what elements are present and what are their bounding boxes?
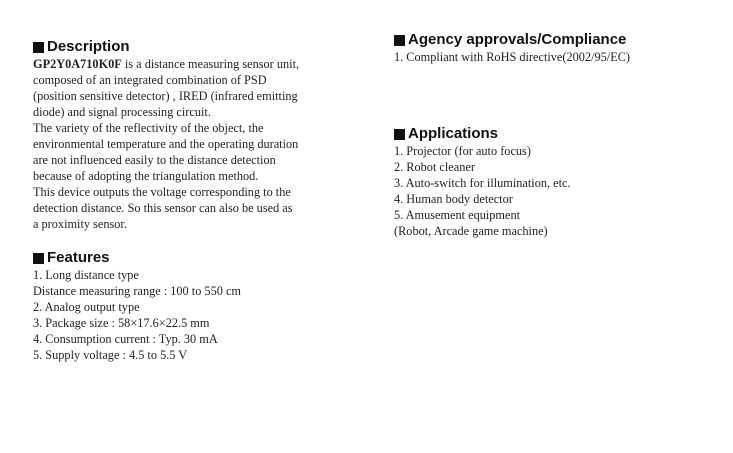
list-item: 5. Amusement equipment (394, 208, 521, 222)
description-body (33, 56, 333, 232)
list-item: 1. Compliant with RoHS directive(2002/95/EC) (394, 50, 631, 64)
list-item: 4. Human body detector (394, 192, 513, 206)
applications-heading (394, 125, 571, 143)
applications-heading-text: Applications (408, 125, 499, 142)
list-item: 2. Robot cleaner (394, 160, 475, 174)
list-item: 2. Analog output type (33, 300, 140, 314)
description-line: diode) and signal processing circuit. (33, 105, 211, 119)
description-line: The variety of the reflectivity of the object, the (33, 121, 264, 135)
description-line: environmental temperature and the operating duration (33, 137, 299, 151)
list-item: 1. Projector (for auto focus) (394, 144, 531, 158)
description-section (33, 38, 333, 232)
description-heading (33, 38, 333, 56)
part-number: GP2Y0A710K0F (33, 57, 122, 71)
description-line: are not influenced easily to the distance detection (33, 153, 276, 167)
agency-heading (394, 31, 630, 49)
list-item: 1. Long distance type (33, 268, 139, 282)
list-item: 3. Package size : 58×17.6×22.5 mm (33, 316, 210, 330)
description-line: a proximity sensor. (33, 217, 127, 231)
description-line: composed of an integrated combination of PSD (33, 73, 267, 87)
agency-list (394, 49, 630, 65)
list-item: 5. Supply voltage : 4.5 to 5.5 V (33, 348, 188, 362)
agency-heading-text: Agency approvals/Compliance (408, 31, 627, 48)
description-line: detection distance. So this sensor can also be used as (33, 201, 293, 215)
applications-list (394, 143, 571, 239)
list-item: Distance measuring range : 100 to 550 cm (33, 284, 241, 298)
list-item: 3. Auto-switch for illumination, etc. (394, 176, 571, 190)
square-bullet-icon (394, 35, 405, 46)
square-bullet-icon (33, 253, 44, 264)
features-heading-text: Features (47, 249, 110, 266)
features-list (33, 267, 241, 363)
list-item: 4. Consumption current : Typ. 30 mA (33, 332, 218, 346)
list-item: (Robot, Arcade game machine) (394, 224, 548, 238)
square-bullet-icon (394, 129, 405, 140)
features-heading (33, 249, 241, 267)
description-line: (position sensitive detector) , IRED (infrared emitting (33, 89, 298, 103)
features-section (33, 249, 241, 363)
description-line: because of adopting the triangulation method. (33, 169, 259, 183)
description-heading-text: Description (47, 38, 130, 55)
square-bullet-icon (33, 42, 44, 53)
agency-section (394, 31, 630, 65)
description-line: GP2Y0A710K0F is a distance measuring sensor unit, (33, 57, 300, 71)
description-line: This device outputs the voltage corresponding to the (33, 185, 291, 199)
applications-section (394, 125, 571, 239)
